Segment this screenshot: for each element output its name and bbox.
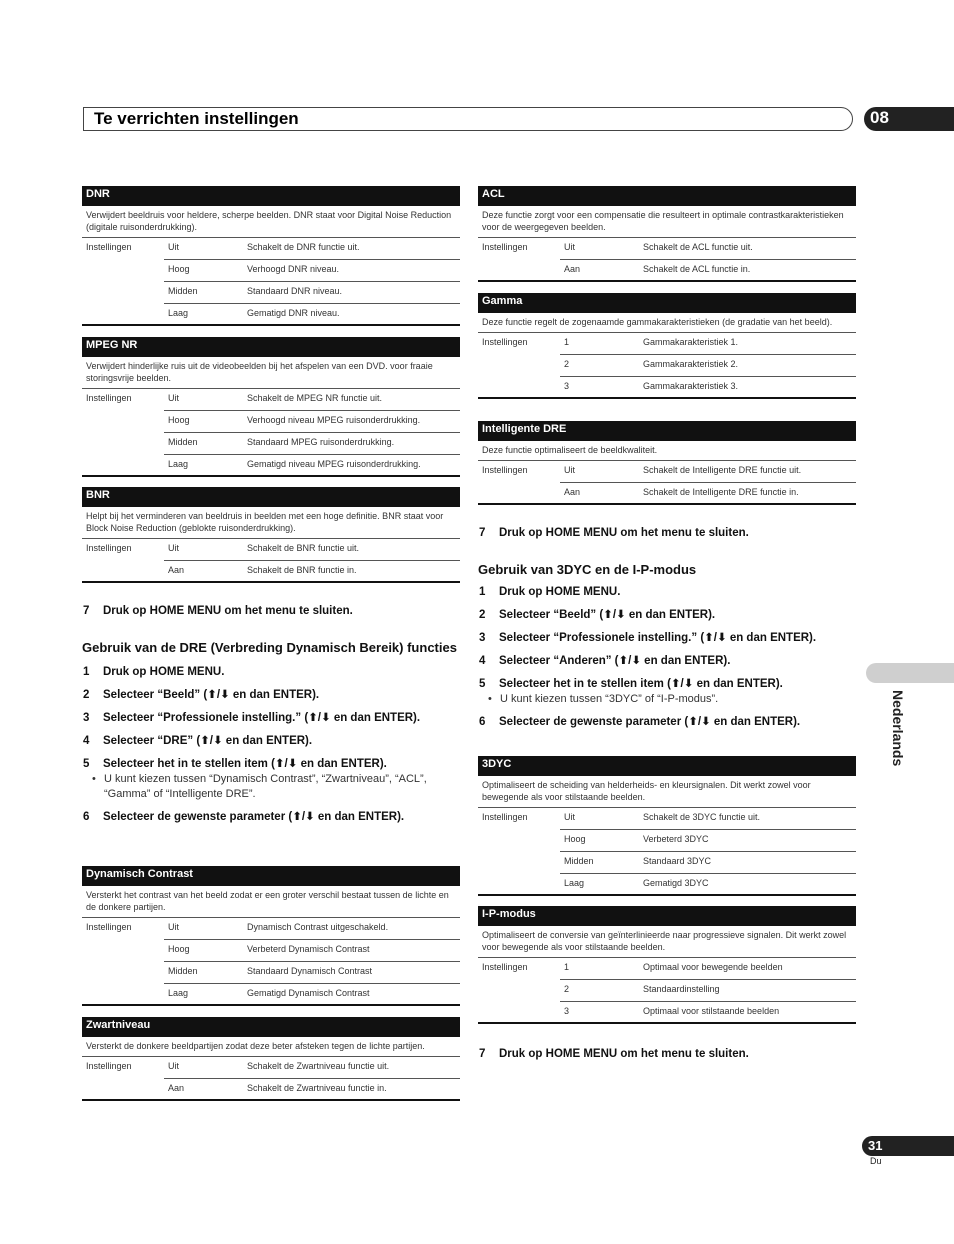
row-option: Hoog xyxy=(168,944,190,954)
step-2 xyxy=(82,688,460,703)
step-text: Druk op HOME MENU. xyxy=(499,586,621,598)
step-number: 5 xyxy=(83,758,90,770)
step-4 xyxy=(478,654,856,669)
section-heading-3dyc: Gebruik van 3DYC en de I-P-modus xyxy=(478,562,697,577)
table-zwartniveau xyxy=(82,1017,460,1101)
table-row xyxy=(478,238,856,260)
page-language-code: Du xyxy=(870,1156,882,1166)
row-description: Schakelt de DNR functie uit. xyxy=(247,242,360,252)
chapter-number: 08 xyxy=(864,107,954,131)
table-row xyxy=(82,238,460,260)
row-description: Gematigd DNR niveau. xyxy=(247,308,340,318)
step-7 xyxy=(82,604,460,619)
step-number: 7 xyxy=(479,527,486,539)
step-text: Selecteer de gewenste parameter (⬆/⬇ en dan ENTER). xyxy=(103,811,405,823)
table-row xyxy=(82,411,460,433)
step-7 xyxy=(478,1047,856,1062)
table-title: MPEG NR xyxy=(82,337,460,357)
table-row xyxy=(82,304,460,326)
table-row xyxy=(82,455,460,477)
row-description: Verbeterd Dynamisch Contrast xyxy=(247,944,370,954)
row-description: Gammakarakteristiek 2. xyxy=(643,359,739,369)
table-row xyxy=(478,1002,856,1024)
step-5 xyxy=(478,677,856,692)
row-option: Uit xyxy=(168,393,179,403)
table-description: Verwijdert beeldruis voor heldere, scherpe beelden. DNR staat voor Digital Noise Reduction (digitale ruisonderdrukking). xyxy=(82,206,460,238)
table-row xyxy=(82,962,460,984)
table-title: 3DYC xyxy=(478,756,856,776)
row-description: Schakelt de Zwartniveau functie in. xyxy=(247,1083,387,1093)
row-description: Standaard MPEG ruisonderdrukking. xyxy=(247,437,395,447)
row-option: Uit xyxy=(564,242,575,252)
step-text: Druk op HOME MENU. xyxy=(103,666,225,678)
step-3 xyxy=(82,711,460,726)
row-option: Laag xyxy=(168,459,189,469)
row-description: Dynamisch Contrast uitgeschakeld. xyxy=(247,922,389,932)
row-label: Instellingen xyxy=(86,242,132,252)
step-number: 2 xyxy=(479,609,486,621)
table-bnr xyxy=(82,487,460,583)
table-mpeg-nr xyxy=(82,337,460,477)
row-description: Optimaal voor bewegende beelden xyxy=(643,962,783,972)
row-label: Instellingen xyxy=(482,962,528,972)
step-text: Selecteer “Professionele instelling.” (⬆/⬇ en dan ENTER). xyxy=(103,712,421,724)
table-row xyxy=(478,461,856,483)
table-description: Optimaliseert de conversie van geïnterlinieerde naar progressieve signalen. Dit werkt zowel voor bewegende als voor stilstaande beelden. xyxy=(478,926,856,958)
table-row xyxy=(82,1057,460,1079)
step-text: Selecteer “Anderen” (⬆/⬇ en dan ENTER). xyxy=(499,655,731,667)
step-7 xyxy=(478,526,856,541)
row-option: Uit xyxy=(168,242,179,252)
table-row xyxy=(478,808,856,830)
table-acl xyxy=(478,186,856,282)
row-description: Schakelt de Zwartniveau functie uit. xyxy=(247,1061,390,1071)
page-number: 31 xyxy=(862,1136,954,1156)
row-description: Schakelt de 3DYC functie uit. xyxy=(643,812,761,822)
step-number: 2 xyxy=(83,689,90,701)
row-description: Schakelt de BNR functie in. xyxy=(247,565,357,575)
row-option: Aan xyxy=(564,487,581,497)
row-option: Aan xyxy=(564,264,581,274)
row-option: Aan xyxy=(168,1083,185,1093)
step-number: 6 xyxy=(83,811,90,823)
step-number: 3 xyxy=(479,632,486,644)
table-row xyxy=(82,539,460,561)
table-gamma xyxy=(478,293,856,399)
row-option: Midden xyxy=(168,286,198,296)
table-dynamisch-contrast xyxy=(82,866,460,1006)
step-number: 1 xyxy=(479,586,486,598)
step-5-note: • U kunt kiezen tussen “Dynamisch Contrast”, “Zwartniveau”, “ACL”, “Gamma” of “Intelligente DRE”. xyxy=(92,773,427,800)
row-description: Verhoogd DNR niveau. xyxy=(247,264,340,274)
table-title: Dynamisch Contrast xyxy=(82,866,460,886)
row-description: Standaard 3DYC xyxy=(643,856,712,866)
step-4 xyxy=(82,734,460,749)
table-row xyxy=(82,260,460,282)
step-text: Druk op HOME MENU om het menu te sluiten. xyxy=(499,1048,749,1060)
table-description: Verwijdert hinderlijke ruis uit de videobeelden bij het afspelen van een DVD. voor fraaie storingsvrije beelden. xyxy=(82,357,460,389)
row-option: Hoog xyxy=(168,415,190,425)
table-title: Zwartniveau xyxy=(82,1017,460,1037)
row-option: Midden xyxy=(168,437,198,447)
step-number: 7 xyxy=(83,605,90,617)
row-description: Verbeterd 3DYC xyxy=(643,834,709,844)
table-title: ACL xyxy=(478,186,856,206)
row-option: Midden xyxy=(564,856,594,866)
language-tab xyxy=(866,663,954,683)
row-description: Gammakarakteristiek 1. xyxy=(643,337,739,347)
table-row xyxy=(82,984,460,1006)
table-row xyxy=(478,355,856,377)
row-option: Midden xyxy=(168,966,198,976)
step-text: Selecteer “Beeld” (⬆/⬇ en dan ENTER). xyxy=(499,609,716,621)
row-description: Standaard Dynamisch Contrast xyxy=(247,966,373,976)
language-label: Nederlands xyxy=(890,690,906,767)
row-option: Laag xyxy=(168,308,189,318)
row-description: Verhoogd niveau MPEG ruisonderdrukking. xyxy=(247,415,421,425)
row-option: 1 xyxy=(564,337,570,347)
section-heading-dre: Gebruik van de DRE (Verbreding Dynamisch Bereik) functies xyxy=(82,640,457,655)
table-row xyxy=(478,377,856,399)
table-row xyxy=(478,830,856,852)
row-description: Schakelt de BNR functie uit. xyxy=(247,543,360,553)
table-row xyxy=(478,852,856,874)
step-number: 1 xyxy=(83,666,90,678)
table-title: Gamma xyxy=(478,293,856,313)
step-text: Selecteer “DRE” (⬆/⬇ en dan ENTER). xyxy=(103,735,313,747)
row-option: Uit xyxy=(168,543,179,553)
table-title: I-P-modus xyxy=(478,906,856,926)
table-description: Optimaliseert de scheiding van helderheids- en kleursignalen. Dit werkt zowel voor bewegende als voor stilstaande beelden. xyxy=(478,776,856,808)
row-description: Gematigd Dynamisch Contrast xyxy=(247,988,370,998)
table-title: BNR xyxy=(82,487,460,507)
row-option: 1 xyxy=(564,962,570,972)
table-description: Versterkt het contrast van het beeld zodat er een groter verschil bestaat tussen de lichte en de donkere partijen. xyxy=(82,886,460,918)
table-row xyxy=(82,561,460,583)
row-option: 2 xyxy=(564,984,570,994)
step-5 xyxy=(82,757,460,772)
row-option: Uit xyxy=(168,1061,179,1071)
row-option: Hoog xyxy=(168,264,190,274)
step-2 xyxy=(478,608,856,623)
table-row xyxy=(82,918,460,940)
row-description: Gematigd 3DYC xyxy=(643,878,709,888)
row-label: Instellingen xyxy=(482,465,528,475)
row-description: Gematigd niveau MPEG ruisonderdrukking. xyxy=(247,459,421,469)
step-text: Selecteer “Beeld” (⬆/⬇ en dan ENTER). xyxy=(103,689,320,701)
step-text: Druk op HOME MENU om het menu te sluiten. xyxy=(103,605,353,617)
step-1 xyxy=(82,665,460,680)
row-option: Uit xyxy=(564,465,575,475)
page-title: Te verrichten instellingen xyxy=(94,109,299,128)
step-number: 6 xyxy=(479,716,486,728)
row-label: Instellingen xyxy=(482,337,528,347)
right-final-step xyxy=(478,1047,856,1062)
row-option: 3 xyxy=(564,1006,570,1016)
row-option: Hoog xyxy=(564,834,586,844)
row-option: 2 xyxy=(564,359,570,369)
step-6 xyxy=(82,810,460,825)
row-label: Instellingen xyxy=(86,922,132,932)
step-text: Selecteer het in te stellen item (⬆/⬇ en dan ENTER). xyxy=(499,678,783,690)
row-option: Laag xyxy=(564,878,585,888)
step-text: Selecteer de gewenste parameter (⬆/⬇ en dan ENTER). xyxy=(499,716,801,728)
step-number: 4 xyxy=(83,735,90,747)
row-label: Instellingen xyxy=(482,812,528,822)
step-number: 3 xyxy=(83,712,90,724)
row-option: Uit xyxy=(564,812,575,822)
table-description: Deze functie regelt de zogenaamde gammakarakteristieken (de gradatie van het beeld). xyxy=(478,313,856,333)
table-dnr xyxy=(82,186,460,326)
note-text: U kunt kiezen tussen “Dynamisch Contrast”, “Zwartniveau”, “ACL”, “Gamma” of “Intelligente DRE”. xyxy=(104,773,427,800)
row-description: Optimaal voor stilstaande beelden xyxy=(643,1006,780,1016)
page-header xyxy=(83,107,853,131)
table-row xyxy=(478,980,856,1002)
table-row xyxy=(82,389,460,411)
row-description: Standaardinstelling xyxy=(643,984,720,994)
table-row xyxy=(478,874,856,896)
step-5-note: • U kunt kiezen tussen “3DYC” of “I-P-modus”. xyxy=(488,693,719,705)
row-option: Laag xyxy=(168,988,189,998)
step-number: 4 xyxy=(479,655,486,667)
step-text: Selecteer het in te stellen item (⬆/⬇ en dan ENTER). xyxy=(103,758,387,770)
right-steps xyxy=(478,526,856,730)
row-label: Instellingen xyxy=(86,1061,132,1071)
row-label: Instellingen xyxy=(482,242,528,252)
step-text: Selecteer “Professionele instelling.” (⬆/⬇ en dan ENTER). xyxy=(499,632,817,644)
step-number: 7 xyxy=(479,1048,486,1060)
table-row xyxy=(82,1079,460,1101)
table-row xyxy=(478,333,856,355)
table-description: Helpt bij het verminderen van beeldruis in beelden met een hoge definitie. BNR staat voor Block Noise Reduction (geblokte ruisonderdrukking). xyxy=(82,507,460,539)
table-description: Deze functie optimaliseert de beeldkwaliteit. xyxy=(478,441,856,461)
row-option: Aan xyxy=(168,565,185,575)
row-label: Instellingen xyxy=(86,543,132,553)
left-steps xyxy=(82,604,460,825)
row-description: Schakelt de Intelligente DRE functie in. xyxy=(643,487,799,497)
table-description: Versterkt de donkere beeldpartijen zodat deze beter afsteken tegen de lichte partijen. xyxy=(82,1037,460,1057)
table-row xyxy=(82,433,460,455)
table-row xyxy=(478,260,856,282)
row-option: Uit xyxy=(168,922,179,932)
table-row xyxy=(82,940,460,962)
row-description: Gammakarakteristiek 3. xyxy=(643,381,739,391)
step-3 xyxy=(478,631,856,646)
table-row xyxy=(478,483,856,505)
row-option: 3 xyxy=(564,381,570,391)
row-description: Schakelt de Intelligente DRE functie uit. xyxy=(643,465,802,475)
step-number: 5 xyxy=(479,678,486,690)
row-description: Standaard DNR niveau. xyxy=(247,286,343,296)
table-title: DNR xyxy=(82,186,460,206)
step-text: Druk op HOME MENU om het menu te sluiten. xyxy=(499,527,749,539)
table-ip-modus xyxy=(478,906,856,1024)
row-description: Schakelt de ACL functie in. xyxy=(643,264,751,274)
table-row xyxy=(478,958,856,980)
row-label: Instellingen xyxy=(86,393,132,403)
table-intelligente-dre xyxy=(478,421,856,505)
table-3dyc xyxy=(478,756,856,896)
step-6 xyxy=(478,715,856,730)
row-description: Schakelt de ACL functie uit. xyxy=(643,242,753,252)
note-text: U kunt kiezen tussen “3DYC” of “I-P-modus”. xyxy=(500,693,719,705)
table-row xyxy=(82,282,460,304)
table-title: Intelligente DRE xyxy=(478,421,856,441)
step-1 xyxy=(478,585,856,600)
table-description: Deze functie zorgt voor een compensatie die resulteert in optimale contrastkarakteristieken voor de weergegeven beelden. xyxy=(478,206,856,238)
row-description: Schakelt de MPEG NR functie uit. xyxy=(247,393,383,403)
